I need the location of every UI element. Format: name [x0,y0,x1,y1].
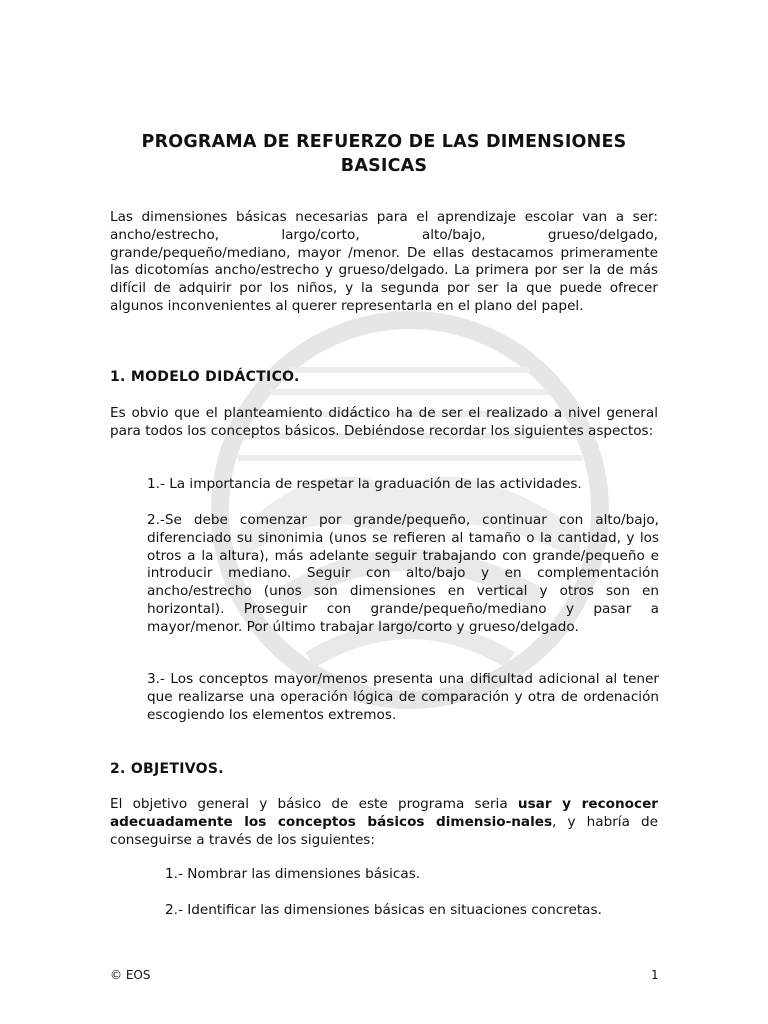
title-line-2: BASICAS [340,156,428,176]
section-2-paragraph-end: , y habría de conseguirse a través de los siguientes: [110,813,658,848]
section-1-item-1: 1.- La importancia de respetar la graduación de las actividades. [147,476,582,492]
section-2-paragraph [110,796,658,849]
section-2-heading: 2. OBJETIVOS. [110,761,224,777]
section-2-item-2: 2.- Identificar las dimensiones básicas en situaciones concretas. [165,902,602,918]
intro-paragraph: Las dimensiones básicas necesarias para el aprendizaje escolar van a ser: ancho/estrecho, largo/corto, alto/bajo, grueso/delgado, grande/pequeño/mediano, mayor /menor. De ellas destacamos primeramente las dicotomías ancho/estrecho y grueso/delgado. La primera por ser la de más difícil de adquirir por los niños, y la segunda por ser la que puede ofrecer algunos inconvenientes al querer representarla en el plano del papel. [110,209,658,314]
title-line-1: PROGRAMA DE REFUERZO DE LAS DIMENSIONES [141,132,627,152]
page-title [110,130,658,178]
section-2-item-1: 1.- Nombrar las dimensiones básicas. [165,866,421,882]
section-2-paragraph-bold: usar y reconocer adecuadamente los conceptos básicos dimensio-nales [110,796,658,830]
section-1-paragraph: Es obvio que el planteamiento didáctico ha de ser el realizado a nivel general para todos los conceptos básicos. Debiéndose recordar los siguientes aspectos: [110,405,658,439]
section-1-heading: 1. MODELO DIDÁCTICO. [110,369,300,385]
section-1-item-2: 2.-Se debe comenzar por grande/pequeño, continuar con alto/bajo, diferenciado su sinonimia (unos se refieren al tamaño o la cantidad, y los otros a la altura), más adelante seguir trabajando con grande/pequeño e introducir mediano. Seguir con alto/bajo y en complementación ancho/estrecho (unos son dimensiones en vertical y otros son en horizontal). Proseguir con grande/pequeño/mediano y pasar a mayor/menor. Por último trabajar largo/corto y grueso/delgado. [147,512,659,635]
section-1-item-3: 3.- Los conceptos mayor/menos presenta una dificultad adicional al tener que realizarse una operación lógica de comparación y otra de ordenación escogiendo los elementos extremos. [147,671,659,723]
section-2-paragraph-start: El objetivo general y básico de este programa seria [110,796,518,812]
footer-copyright: © EOS [110,968,151,982]
footer-page-number: 1 [651,968,659,982]
watermark-emblem [200,300,620,720]
